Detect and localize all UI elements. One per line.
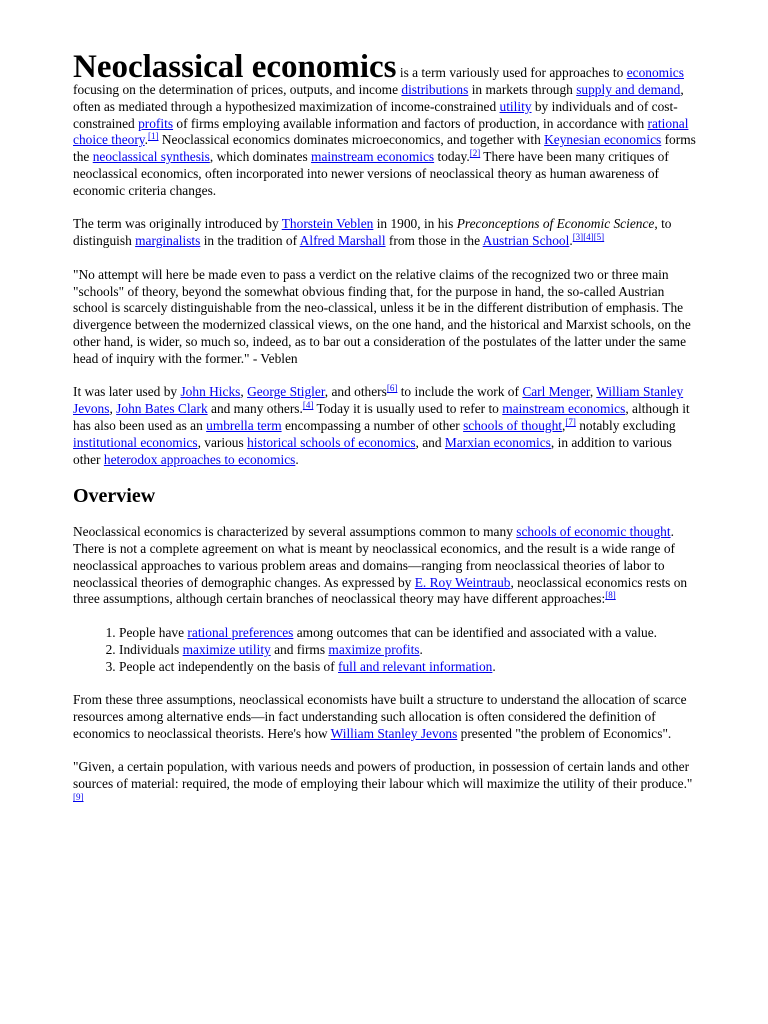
link-carl-menger[interactable]: Carl Menger (522, 384, 590, 400)
origin-paragraph: The term was originally introduced by Thorstein Veblen in 1900, in his Preconceptions of Economic Science, to distinguish marginalists in the tradition of Alfred Marshall from those in the Austrian School.[3][4][5] (73, 216, 672, 249)
link-e-roy-weintraub[interactable]: E. Roy Weintraub (414, 574, 511, 590)
link-full-and-relevant-information[interactable]: full and relevant information (338, 658, 493, 674)
link-rational-choice-theory[interactable]: rational choice theory (73, 115, 689, 148)
link-rational-preferences[interactable]: rational preferences (187, 624, 294, 640)
ref-4b[interactable]: [4] (302, 400, 314, 411)
ref-1[interactable]: [1] (148, 131, 159, 142)
ref-7[interactable]: [7] (565, 416, 576, 427)
link-alfred-marshall[interactable]: Alfred Marshall (299, 233, 386, 249)
link-economics[interactable]: economics (626, 65, 684, 80)
link-schools-of-economic-thought[interactable]: schools of economic thought (516, 524, 671, 540)
ref-6[interactable]: [6] (386, 383, 398, 394)
link-john-bates-clark[interactable]: John Bates Clark (116, 401, 208, 417)
list-item: 3. People act independently on the basis of full and relevant information. (119, 659, 696, 676)
ref-8[interactable]: [8] (605, 590, 616, 601)
link-utility[interactable]: utility (499, 98, 532, 114)
link-john-hicks[interactable]: John Hicks (180, 384, 241, 400)
assumptions-list (73, 625, 696, 675)
link-heterodox-approaches[interactable]: heterodox approaches to economics (103, 451, 296, 467)
ref-3[interactable]: [3] (572, 232, 584, 243)
link-supply-and-demand[interactable]: supply and demand (576, 82, 681, 97)
link-schools-of-thought[interactable]: schools of thought (463, 417, 563, 433)
link-neoclassical-synthesis[interactable]: neoclassical synthesis (92, 149, 210, 165)
overview-paragraph: Neoclassical economics is characterized by several assumptions common to many schools of economic thought. There is not a complete agreement on what is meant by neoclassical economics, and the result is a wide range of neoclassical approaches to various problem areas and domains—ranging from neoclassical theories of labor to neoclassical theories of demographic changes. As expressed by E. Roy Weintraub, neoclassical economics rests on three assumptions, although certain branches of neoclassical theory may have different approaches:[8] (73, 524, 688, 607)
ref-2[interactable]: [2] (469, 148, 481, 159)
link-thorstein-veblen[interactable]: Thorstein Veblen (281, 216, 374, 232)
link-institutional-economics[interactable]: institutional economics (73, 434, 198, 450)
list-item: 1. People have rational preferences among outcomes that can be identified and associated with a value. (119, 625, 696, 642)
link-maximize-utility[interactable]: maximize utility (182, 641, 271, 657)
link-austrian-school[interactable]: Austrian School (482, 233, 570, 249)
link-george-stigler[interactable]: George Stigler (247, 384, 325, 400)
link-marxian-economics[interactable]: Marxian economics (444, 434, 551, 450)
link-marginalists[interactable]: marginalists (135, 233, 201, 249)
link-mainstream-economics[interactable]: mainstream economics (311, 149, 435, 165)
jevons-paragraph: From these three assumptions, neoclassical economists have built a structure to understand the allocation of scarce resources among alternative ends—in fact understanding such allocation is often considered the definition of economics to neoclassical theorists. Here's how William Stanley Jevons presented "the problem of Economics". (73, 692, 687, 741)
intro-paragraph: Neoclassical economics is a term variously used for approaches to economics focusing on the determination of prices, outputs, and income distributions in markets through supply and demand, often as mediated through a hypothesized maximization of income-constrained utility by individuals and of cost-constrained profits of firms employing available information and factors of production, in accordance with rational choice theory.[1] Neoclassical economics dominates microeconomics, and together with Keynesian economics forms the neoclassical synthesis, which dominates mainstream economics today.[2] There have been many critiques of neoclassical economics, often incorporated into newer versions of neoclassical theory as human awareness of economic criteria changes. (73, 49, 696, 198)
list-item: 2. Individuals maximize utility and firms maximize profits. (119, 642, 696, 659)
veblen-quote: "No attempt will here be made even to pass a verdict on the relative claims of the recognized two or three main "schools" of theory, beyond the somewhat obvious finding that, for the purpose in hand, the so-called Austrian school is scarcely distinguishable from the neo-classical, unless it be in the different distribution of emphasis. The divergence between the modernized classical views, on the one hand, and the historical and Marxist schools, on the other hand, is wider, so much so, indeed, as to bar out a consideration of the postulates of the latter under the same head of inquiry with the former." - Veblen (73, 266, 691, 366)
link-profits[interactable]: profits (138, 115, 174, 131)
overview-heading: Overview (73, 485, 156, 508)
link-maximize-profits[interactable]: maximize profits (328, 641, 420, 657)
ref-5[interactable]: [5] (593, 232, 605, 243)
ref-9[interactable]: [9] (73, 791, 84, 802)
book-title: Preconceptions of Economic Science (456, 216, 655, 232)
usage-paragraph: It was later used by John Hicks, George Stigler, and others[6] to include the work of Carl Menger, William Stanley Jevons, John Bates Clark and many others.[4] Today it is usually used to refer to mainstream economics, although it has also been used as an umbrella term encompassing a number of other schools of thought,[7] notably excluding institutional economics, various historical schools of economics, and Marxian economics, in addition to various other heterodox approaches to economics. (73, 383, 690, 467)
link-historical-schools[interactable]: historical schools of economics (247, 434, 416, 450)
link-umbrella-term[interactable]: umbrella term (206, 417, 282, 433)
jevons-quote: "Given, a certain population, with various needs and powers of production, in possession of certain lands and other sources of material: required, the mode of employing their labour which will maximize the utility of their produce."[9] (73, 759, 693, 802)
link-distributions[interactable]: distributions (401, 82, 469, 97)
page-title: Neoclassical economics (73, 49, 397, 85)
link-william-stanley-jevons-2[interactable]: William Stanley Jevons (330, 725, 458, 741)
link-william-stanley-jevons[interactable]: William Stanley Jevons (73, 384, 684, 417)
link-keynesian-economics[interactable]: Keynesian economics (544, 132, 662, 148)
ref-4[interactable]: [4] (583, 232, 594, 243)
link-mainstream-economics-2[interactable]: mainstream economics (502, 401, 626, 417)
